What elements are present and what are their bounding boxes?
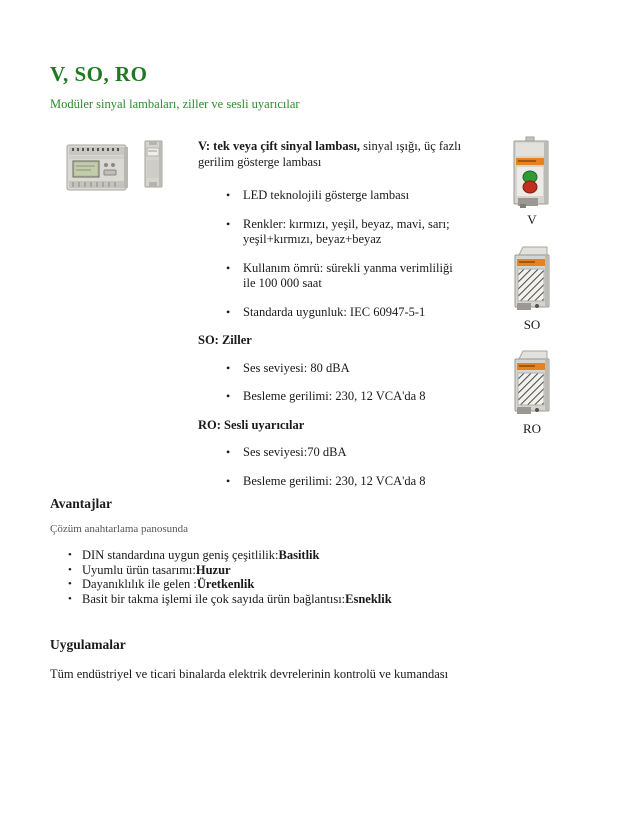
advantage-text: Dayanıklılık ile gelen : — [82, 577, 197, 592]
product-details — [198, 139, 464, 502]
list-item: • Besleme gerilimi: 230, 12 VCA'da 8 — [243, 474, 464, 490]
page-subtitle: Modüler sinyal lambaları, ziller ve sesli uyarıcılar — [50, 97, 300, 111]
so-heading: SO: Ziller — [198, 333, 252, 347]
list-item: • Standarda uygunluk: IEC 60947-5-1 — [243, 305, 464, 321]
ro-heading: RO: Sesli uyarıcılar — [198, 417, 305, 432]
applications-text: Tüm endüstriyel ve ticari binalarda elektrik devrelerinin kontrolü ve kumandası — [50, 667, 449, 681]
advantage-item — [82, 592, 520, 607]
applications-heading: Uygulamalar — [50, 637, 126, 652]
figure-v — [502, 136, 562, 228]
logic-module-photo — [64, 138, 132, 196]
advantages-subheading: Çözüm anahtarlama panosunda — [50, 523, 189, 535]
advantage-keyword: Huzur — [195, 562, 231, 577]
advantage-item — [82, 548, 520, 563]
list-item: • Ses seviyesi:70 dBA — [243, 445, 464, 461]
advantage-keyword: Esneklik — [345, 591, 392, 606]
figure-v-label: V — [527, 212, 537, 227]
advantages-heading: Avantajlar — [50, 496, 112, 511]
ro-feature-list — [198, 445, 464, 489]
advantage-item — [82, 577, 520, 592]
advantage-keyword: Basitlik — [278, 548, 320, 562]
advantage-item — [82, 563, 520, 578]
list-item: • Ses seviyesi: 80 dBA — [243, 361, 464, 377]
v-intro-paragraph — [198, 139, 464, 170]
list-item: • Kullanım ömrü: sürekli yanma verimliliği ile 100 000 saat — [243, 261, 464, 292]
advantages-section — [50, 496, 520, 606]
applications-section — [50, 637, 570, 682]
v-feature-list — [198, 188, 464, 320]
v-signal-lamp-photo — [502, 136, 562, 210]
product-photos-overview — [64, 138, 167, 196]
list-item: • Besleme gerilimi: 230, 12 VCA'da 8 — [243, 389, 464, 405]
advantage-text: Uyumlu ürün tasarımı: — [82, 562, 196, 577]
ro-buzzer-photo — [505, 349, 559, 419]
figure-so — [505, 245, 559, 333]
v-intro-bold: V: tek veya çift sinyal lambası, — [198, 139, 361, 153]
din-module-photo — [141, 138, 167, 190]
advantages-list — [50, 548, 520, 606]
figure-ro — [505, 349, 559, 437]
page-title: V, SO, RO — [50, 62, 148, 86]
v-intro-rest: sinyal ışığı, üç fazlı gerilim gösterge lambası — [198, 139, 462, 169]
figure-ro-label: RO — [522, 421, 542, 436]
advantage-text: Basit bir takma işlemi ile çok sayıda ürün bağlantısı: — [82, 591, 346, 606]
advantage-text: DIN standardına uygun geniş çeşitlilik: — [82, 548, 279, 562]
so-bell-photo — [505, 245, 559, 315]
list-item: • LED teknolojili gösterge lambası — [243, 188, 464, 204]
list-item: • Renkler: kırmızı, yeşil, beyaz, mavi, sarı; yeşil+kırmızı, beyaz+beyaz — [243, 217, 464, 248]
so-feature-list — [198, 361, 464, 405]
advantage-keyword: Üretkenlik — [196, 577, 255, 592]
figure-so-label: SO — [523, 317, 541, 332]
